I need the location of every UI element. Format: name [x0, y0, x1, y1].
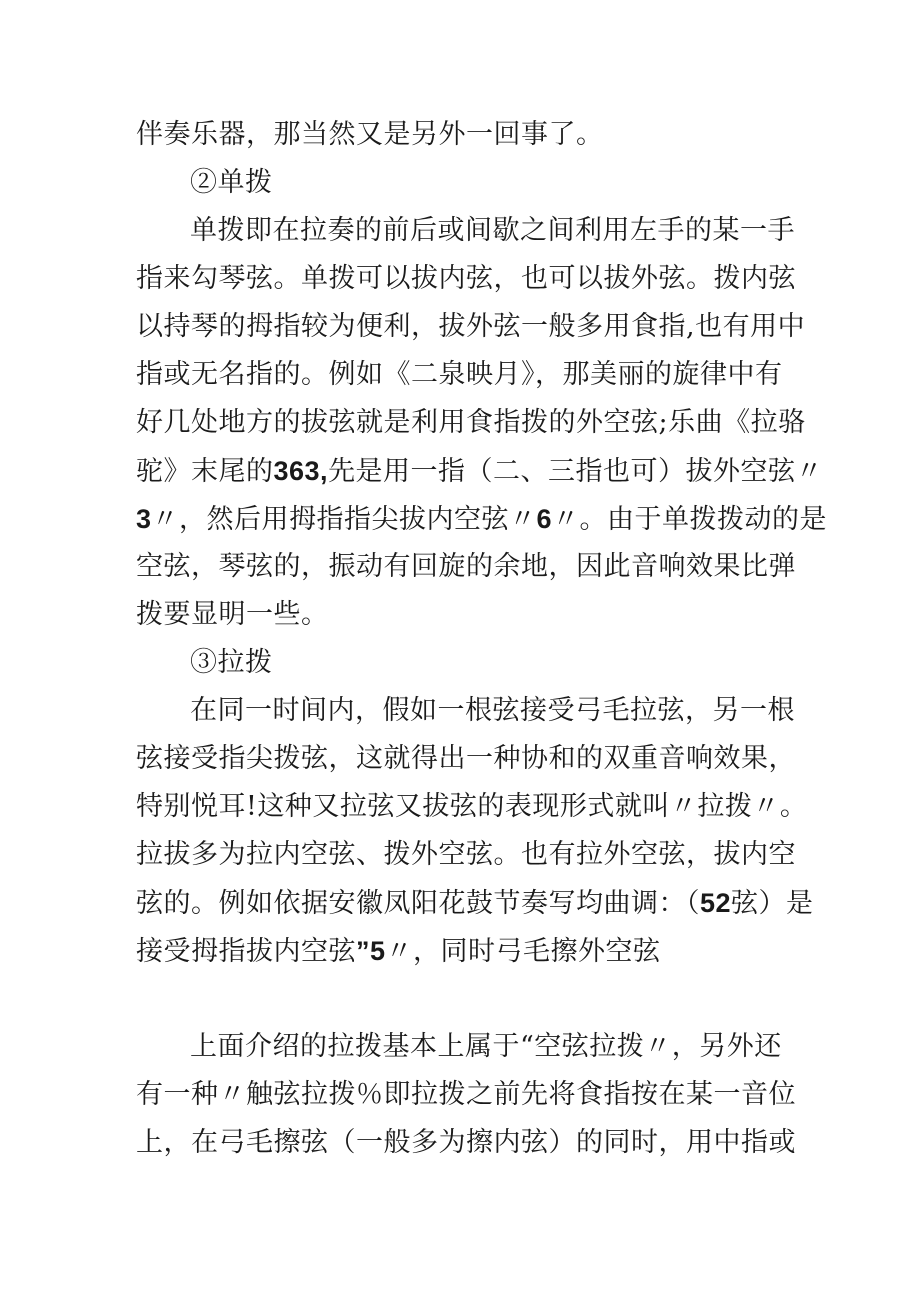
paragraph-line — [136, 357, 783, 393]
text-run: 拨要显明一些。 — [136, 599, 329, 630]
text-run: ③拉拨 — [190, 647, 273, 678]
text-run: 〃，然后用拇指指尖拔内空弦〃 — [151, 504, 537, 535]
paragraph-line — [136, 597, 329, 633]
text-run: 接受拇指拔内空弦 — [136, 936, 356, 967]
numeric-notation: 6 — [536, 504, 553, 534]
numeric-notation: 363, — [273, 456, 329, 486]
text-run: 先是用一指（二、三指也可）拔外空弦〃 — [328, 456, 824, 487]
numeric-notation: 52 — [700, 888, 732, 918]
text-run: 好几处地方的拔弦就是利用食指拨的外空弦;乐曲《拉骆 — [136, 407, 806, 438]
paragraph-line — [136, 837, 796, 873]
text-run: ②单拨 — [190, 167, 273, 198]
paragraph-line — [136, 309, 805, 345]
paragraph-line — [136, 741, 796, 777]
text-run: 弦接受指尖拨弦，这就得出一种协和的双重音响效果， — [136, 743, 796, 774]
text-run: 〃。由于单拨拨动的是 — [552, 504, 828, 535]
text-run: 特别悦耳!这种又拉弦又拔弦的表现形式就叫〃拉拨〃。 — [136, 791, 808, 822]
numeric-notation: 3 — [136, 504, 152, 534]
section-heading-bow-pluck — [190, 645, 273, 681]
numeric-notation: ”5 — [356, 936, 386, 966]
text-run: 有一种〃触弦拉拨％即拉拨之前先将食指按在某一音位 — [136, 1079, 796, 1110]
text-run: 拉拔多为拉内空弦、拨外空弦。也有拉外空弦，拔内空 — [136, 839, 796, 870]
text-run: 以持琴的拇指较为便利，拔外弦一般多用食指,也有用中 — [136, 311, 806, 342]
text-run: 驼》末尾的 — [136, 456, 274, 487]
paragraph-line — [190, 1029, 782, 1065]
paragraph-line — [136, 549, 796, 585]
text-run: 伴奏乐器，那当然又是另外一回事了。 — [136, 119, 604, 150]
paragraph-line — [190, 693, 795, 729]
paragraph-line — [136, 453, 823, 490]
paragraph-line — [136, 789, 807, 825]
text-run: 空弦，琴弦的，振动有回旋的余地，因此音响效果比弹 — [136, 551, 796, 582]
text-run: 弦的。例如依据安徽凤阳花鼓节奏写均曲调：（ — [136, 888, 700, 919]
text-run: 指来勾琴弦。单拨可以拔内弦，也可以拔外弦。拨内弦 — [136, 263, 796, 294]
paragraph-line — [136, 501, 827, 538]
text-run: 在同一时间内，假如一根弦接受弓毛拉弦，另一根 — [190, 695, 795, 726]
paragraph-line — [136, 405, 806, 441]
text-run: 单拨即在拉奏的前后或间歇之间利用左手的某一手 — [190, 215, 795, 246]
text-run: 上，在弓毛擦弦（一般多为擦内弦）的同时，用中指或 — [136, 1127, 796, 1158]
text-run: 指或无名指的。例如《二泉映月》，那美丽的旋律中有 — [136, 359, 783, 390]
text-run: 〃，同时弓毛擦外空弦 — [385, 936, 661, 967]
section-heading-single-pluck — [190, 165, 273, 201]
text-run: 上面介绍的拉拨基本上属于“空弦拉拨〃，另外还 — [190, 1031, 782, 1062]
paragraph-line — [136, 1125, 796, 1161]
paragraph-line — [136, 261, 796, 297]
paragraph-line — [136, 117, 604, 153]
paragraph-line — [136, 933, 661, 970]
paragraph-line — [190, 213, 795, 249]
paragraph-line — [136, 885, 814, 922]
paragraph-line — [136, 1077, 796, 1113]
text-run: 弦）是 — [731, 888, 814, 919]
